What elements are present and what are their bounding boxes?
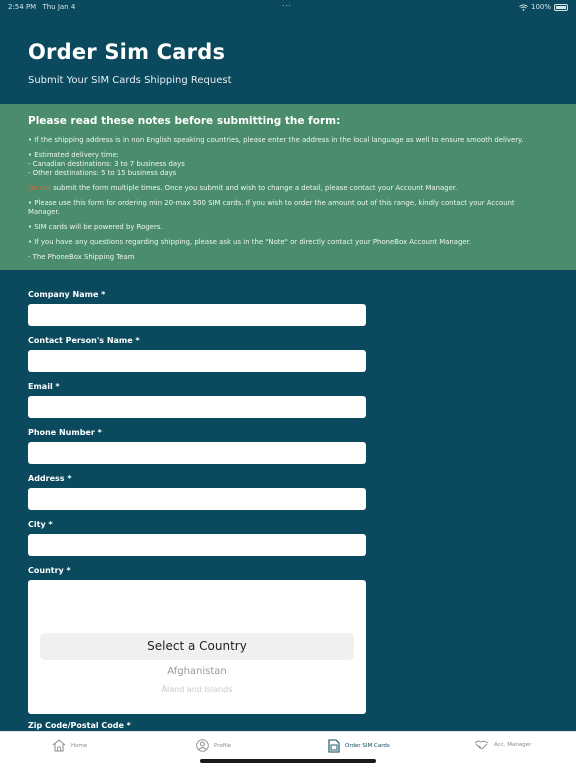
tab-order-label: Order SIM Cards [345, 743, 390, 749]
note-local-language: • If the shipping address is in non English speaking countries, please enter the address in the local language as well to ensure smooth delivery. [28, 136, 524, 144]
address-label: Address * [28, 474, 72, 483]
country-option-afghanistan[interactable]: Afghanistan [167, 666, 227, 677]
notes-panel [0, 104, 576, 270]
page-subtitle: Submit Your SIM Cards Shipping Request [28, 75, 232, 86]
status-time-date [8, 3, 75, 11]
tab-manager-label: Acc. Manager [494, 742, 532, 748]
note-rogers: • SIM cards will be powered by Rogers. [28, 223, 163, 231]
tab-order-sim-cards[interactable] [328, 739, 390, 753]
address-input[interactable] [28, 488, 366, 510]
home-icon [52, 739, 66, 752]
status-time: 2:54 PM [8, 3, 37, 11]
note-order-range: • Please use this form for ordering min 20-max 500 SIM cards. If you wish to order the amount out of this range, kindly contact your Account Manager. [28, 199, 515, 216]
note-warning-prefix: Do not [28, 184, 51, 192]
contact-name-label: Contact Person's Name * [28, 336, 140, 345]
city-input[interactable] [28, 534, 366, 556]
zip-label: Zip Code/Postal Code * [28, 721, 131, 730]
company-name-input[interactable] [28, 304, 366, 326]
phone-label: Phone Number * [28, 428, 102, 437]
country-picker[interactable] [28, 580, 366, 714]
handshake-icon [474, 739, 489, 751]
battery-icon [554, 4, 568, 11]
profile-icon [196, 739, 209, 752]
note-questions: • If you have any questions regarding shipping, please ask us in the "Note" or directly contact your PhoneBox Account Manager. [28, 238, 471, 246]
contact-name-input[interactable] [28, 350, 366, 372]
status-bar [0, 0, 576, 14]
notes-title: Please read these notes before submitting the form: [28, 115, 341, 127]
email-label: Email * [28, 382, 60, 391]
note-delivery-time: • Estimated delivery time: - Canadian destinations: 3 to 7 business days - Other destinations: 5 to 15 business days [28, 151, 185, 177]
sim-card-icon [328, 739, 340, 753]
battery-percent: 100% [530, 3, 551, 11]
tab-home-label: Home [71, 742, 88, 749]
wifi-icon [519, 4, 528, 11]
country-label: Country * [28, 566, 71, 575]
multitasking-dots[interactable]: ··· [282, 2, 292, 10]
tab-profile[interactable] [196, 739, 231, 752]
country-option-aland[interactable]: Åland and Islands [161, 685, 233, 694]
city-label: City * [28, 520, 53, 529]
status-date: Thu Jan 4 [42, 3, 76, 11]
status-indicators [519, 3, 568, 11]
tab-home[interactable] [52, 739, 87, 752]
note-multiple-submit-text: submit the form multiple times. Once you submit and wish to change a detail, please contact your Account Manager. [51, 184, 458, 192]
phone-input[interactable] [28, 442, 366, 464]
page-header [28, 40, 232, 86]
email-input[interactable] [28, 396, 366, 418]
sim-order-form [28, 290, 366, 767]
tab-account-manager[interactable] [474, 739, 531, 751]
note-multiple-submit [28, 184, 548, 193]
country-picker-selected[interactable]: Select a Country [40, 633, 354, 660]
page-title: Order Sim Cards [28, 40, 226, 64]
home-indicator[interactable] [200, 759, 376, 763]
note-signature: - The PhoneBox Shipping Team [28, 253, 135, 261]
company-name-label: Company Name * [28, 290, 106, 299]
tab-profile-label: Profile [214, 742, 232, 749]
